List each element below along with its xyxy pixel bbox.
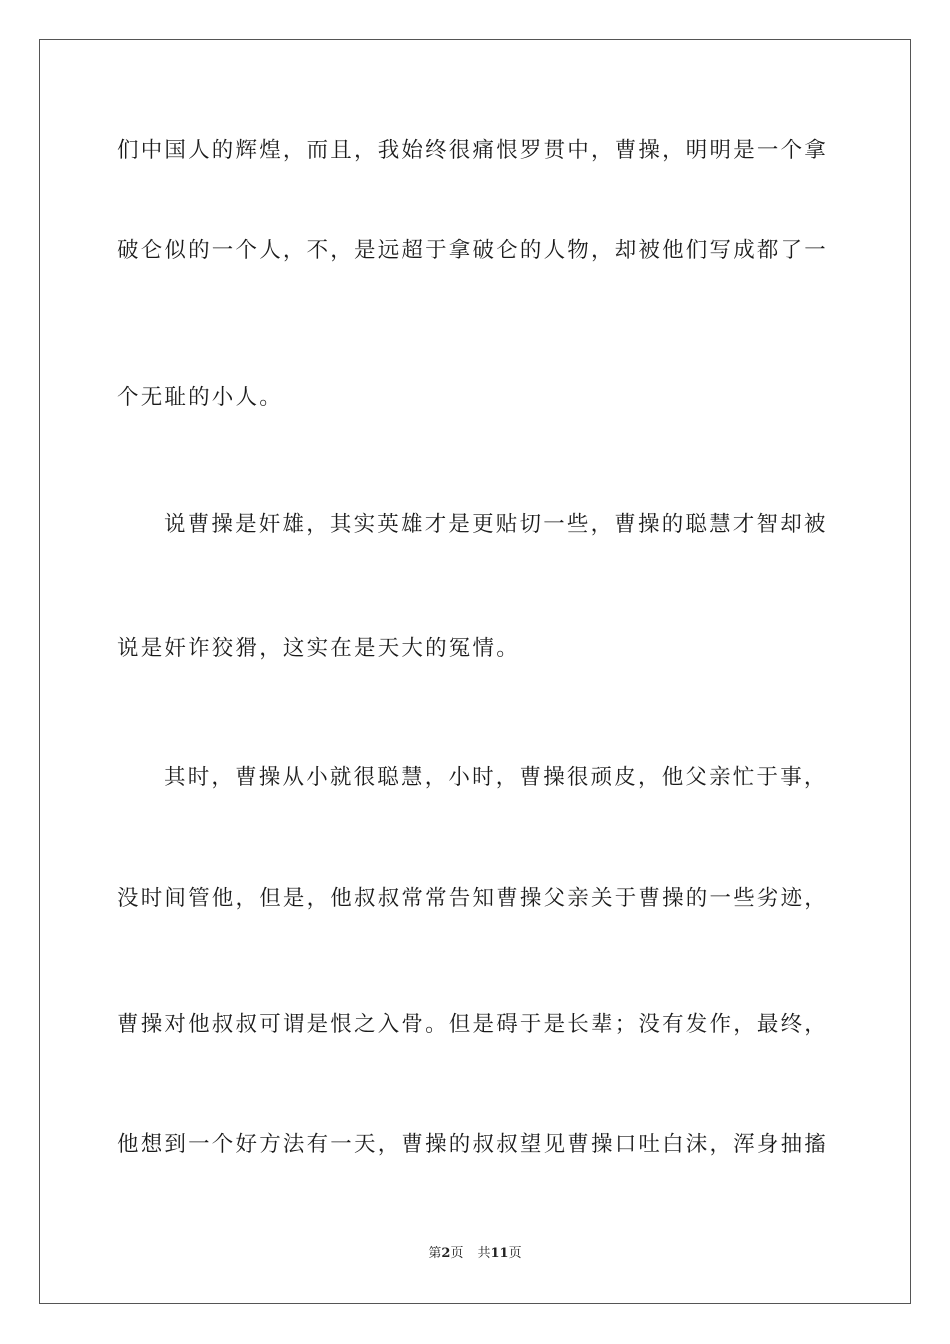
page-suffix: 页 <box>450 1246 464 1261</box>
paragraph-line: 其时，曹操从小就很聪慧，小时，曹操很顽皮，他父亲忙于事， <box>164 765 828 790</box>
paragraph-line: 曹操对他叔叔可谓是恨之入骨。但是碍于是长辈；没有发作，最终， <box>117 1012 829 1037</box>
total-suffix: 页 <box>508 1246 522 1261</box>
paragraph-line: 说是奸诈狡猾，这实在是天大的冤情。 <box>117 636 520 661</box>
total-prefix: 共 <box>477 1246 491 1261</box>
page-prefix: 第 <box>428 1246 442 1261</box>
paragraph-line: 说曹操是奸雄，其实英雄才是更贴切一些，曹操的聪慧才智却被 <box>164 512 828 537</box>
page-footer <box>0 1245 950 1263</box>
paragraph-line: 他想到一个好方法有一天，曹操的叔叔望见曹操口吐白沫，浑身抽搐 <box>117 1132 829 1157</box>
page-border <box>39 39 911 1304</box>
paragraph-line: 个无耻的小人。 <box>117 385 283 410</box>
total-pages: 11 <box>490 1246 509 1261</box>
paragraph-line: 没时间管他，但是，他叔叔常常告知曹操父亲关于曹操的一些劣迹， <box>117 886 829 911</box>
page-number: 2 <box>441 1246 451 1261</box>
paragraph-line: 们中国人的辉煌，而且，我始终很痛恨罗贯中，曹操，明明是一个拿 <box>117 138 829 163</box>
paragraph-line: 破仑似的一个人，不，是远超于拿破仑的人物，却被他们写成都了一 <box>117 238 829 263</box>
